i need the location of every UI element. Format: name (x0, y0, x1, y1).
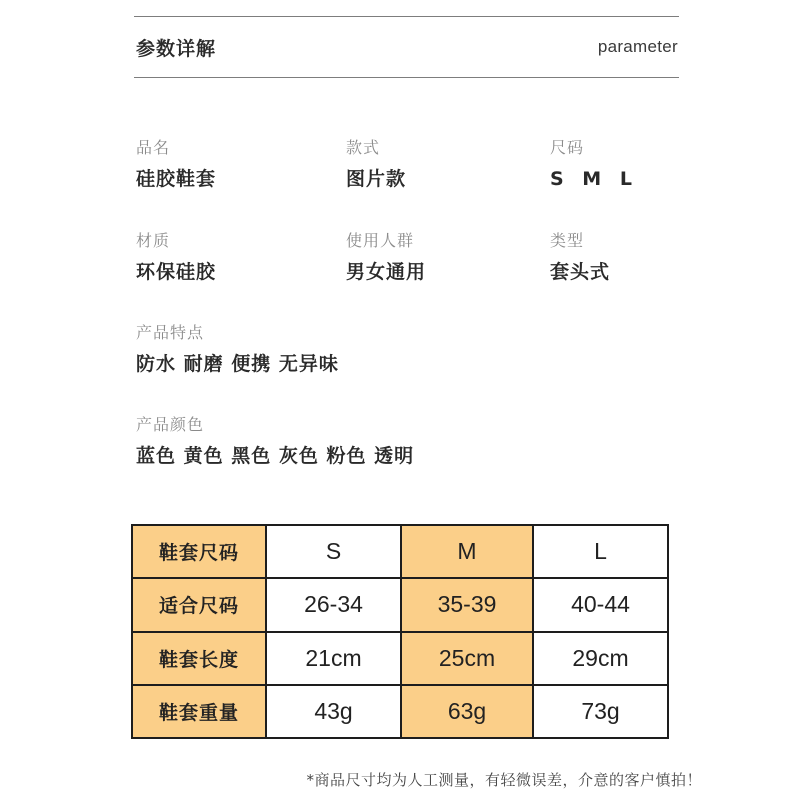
param-users-label: 使用人群 (346, 231, 415, 250)
section-title-en: parameter (597, 37, 678, 56)
table-cell: S (266, 525, 401, 578)
param-name (136, 138, 216, 190)
table-row (132, 578, 668, 631)
table-cell: 73g (533, 685, 668, 738)
table-cell: 25cm (401, 632, 533, 685)
table-row-header: 鞋套重量 (132, 685, 266, 738)
param-style-value: 图片款 (346, 168, 407, 190)
param-features (136, 323, 339, 375)
table-row-header: 鞋套长度 (132, 632, 266, 685)
param-type-value: 套头式 (550, 261, 611, 283)
table-cell: M (401, 525, 533, 578)
table-row (132, 685, 668, 738)
table-cell: 40-44 (533, 578, 668, 631)
table-row (132, 525, 668, 578)
param-name-value: 硅胶鞋套 (136, 168, 217, 190)
param-type (550, 231, 610, 283)
table-cell: L (533, 525, 668, 578)
disclaimer-note: *商品尺寸均为人工测量，有轻微误差，介意的客户慎拍！ (306, 771, 702, 789)
header-divider (134, 77, 679, 78)
table-row (132, 632, 668, 685)
param-colors (136, 415, 414, 467)
param-features-label: 产品特点 (136, 323, 205, 342)
param-material-label: 材质 (136, 231, 171, 250)
top-divider (134, 16, 679, 17)
param-style-label: 款式 (346, 138, 381, 157)
table-cell: 35-39 (401, 578, 533, 631)
section-title: 参数详解 (136, 38, 217, 60)
param-colors-value: 蓝色 黄色 黑色 灰色 粉色 透明 (136, 445, 415, 467)
param-size-value: S M L (550, 168, 638, 190)
table-cell: 26-34 (266, 578, 401, 631)
table-row-header: 鞋套尺码 (132, 525, 266, 578)
param-users (346, 231, 426, 283)
param-users-value: 男女通用 (346, 261, 427, 283)
param-style (346, 138, 406, 190)
table-cell: 21cm (266, 632, 401, 685)
param-colors-label: 产品颜色 (136, 415, 205, 434)
table-cell: 29cm (533, 632, 668, 685)
param-size (550, 138, 638, 190)
param-material (136, 231, 216, 283)
param-type-label: 类型 (550, 231, 585, 250)
param-features-value: 防水 耐磨 便携 无异味 (136, 353, 339, 375)
table-cell: 43g (266, 685, 401, 738)
param-size-label: 尺码 (550, 138, 585, 157)
table-row-header: 适合尺码 (132, 578, 266, 631)
param-material-value: 环保硅胶 (136, 261, 217, 283)
table-cell: 63g (401, 685, 533, 738)
param-name-label: 品名 (136, 138, 171, 157)
size-table (131, 524, 669, 739)
